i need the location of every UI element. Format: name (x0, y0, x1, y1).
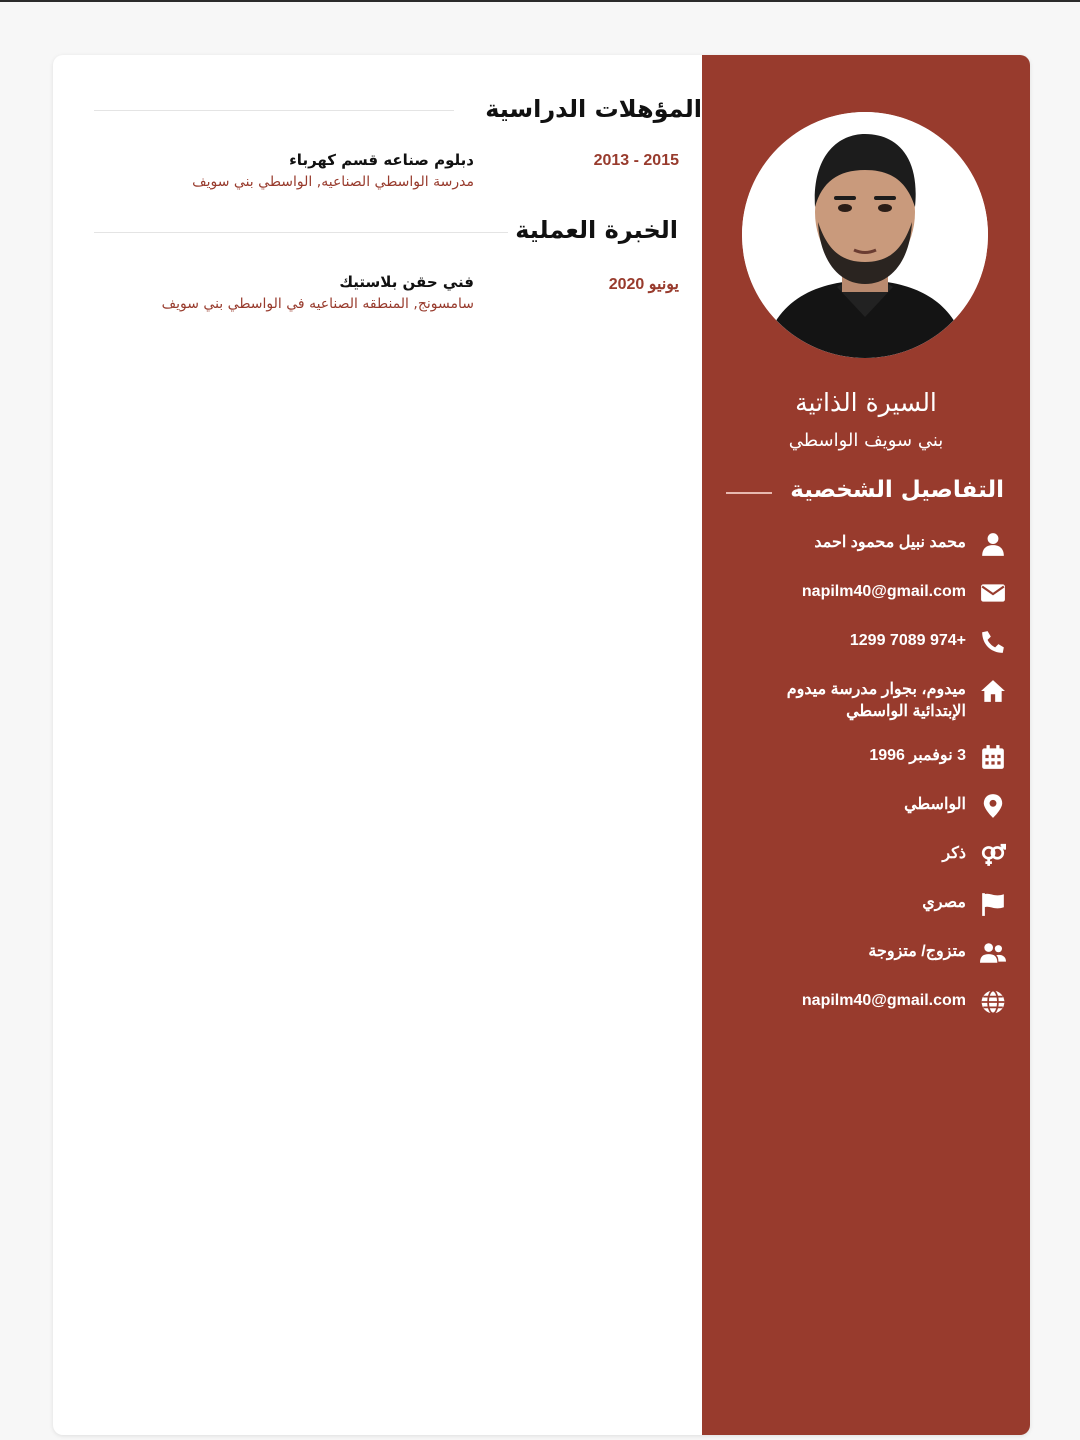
personal-details-divider (726, 492, 772, 494)
globe-icon (978, 987, 1008, 1017)
experience-title: فني حقن بلاستيك (339, 273, 474, 291)
home-icon (978, 676, 1008, 706)
envelope-icon (978, 578, 1008, 608)
education-date: 2013 - 2015 (593, 152, 679, 169)
detail-birthdate (708, 742, 1008, 791)
cv-location: بني سويف الواسطي (788, 430, 944, 451)
personal-details-list (708, 529, 1008, 1036)
detail-nationality-text: مصري (922, 894, 966, 911)
detail-phone-text: 1299 7089 974+ (849, 632, 966, 649)
profile-photo (742, 112, 988, 358)
detail-city-text: الواسطي (904, 796, 966, 813)
detail-email (708, 578, 1008, 627)
detail-marital-status-text: متزوج/ متزوجة (868, 943, 966, 960)
detail-name (708, 529, 1008, 578)
detail-address-text: ميدوم، بجوار مدرسة ميدوم الإبتدائية الواسطي (786, 681, 966, 720)
detail-marital-status (708, 938, 1008, 987)
resume-card (53, 55, 1030, 1435)
cv-title: السيرة الذاتية (795, 388, 937, 417)
experience-divider (94, 232, 508, 233)
personal-details-heading: التفاصيل الشخصية (790, 477, 1004, 503)
main-content (53, 55, 702, 1435)
top-border (0, 0, 1080, 2)
detail-website-text: napilm40@gmail.com (801, 992, 966, 1009)
calendar-icon (978, 742, 1008, 772)
gender-icon (978, 840, 1008, 870)
education-school: مدرسة الواسطي الصناعيه, الواسطي بني سويف (192, 174, 474, 190)
detail-nationality (708, 889, 1008, 938)
sidebar (702, 55, 1030, 1435)
detail-city (708, 791, 1008, 840)
detail-phone (708, 627, 1008, 676)
detail-name-text: محمد نبيل محمود احمد (814, 534, 966, 551)
experience-date: يونيو 2020 (608, 276, 679, 293)
map-pin-icon (978, 791, 1008, 821)
detail-gender (708, 840, 1008, 889)
education-title: دبلوم صناعه قسم كهرباء (289, 151, 474, 169)
flag-icon (978, 889, 1008, 919)
detail-email-text: napilm40@gmail.com (801, 583, 966, 600)
user-icon (978, 529, 1008, 559)
phone-icon (978, 627, 1008, 657)
detail-birthdate-text: 3 نوفمبر 1996 (869, 747, 966, 764)
experience-heading: الخبرة العملية (515, 216, 678, 244)
education-heading: المؤهلات الدراسية (485, 95, 702, 123)
detail-website (708, 987, 1008, 1036)
education-divider (94, 110, 454, 111)
detail-address (708, 676, 1008, 742)
experience-company: سامسونج, المنطقه الصناعيه في الواسطي بني سويف (161, 296, 474, 312)
detail-gender-text: ذكر (942, 845, 966, 862)
users-icon (978, 938, 1008, 968)
